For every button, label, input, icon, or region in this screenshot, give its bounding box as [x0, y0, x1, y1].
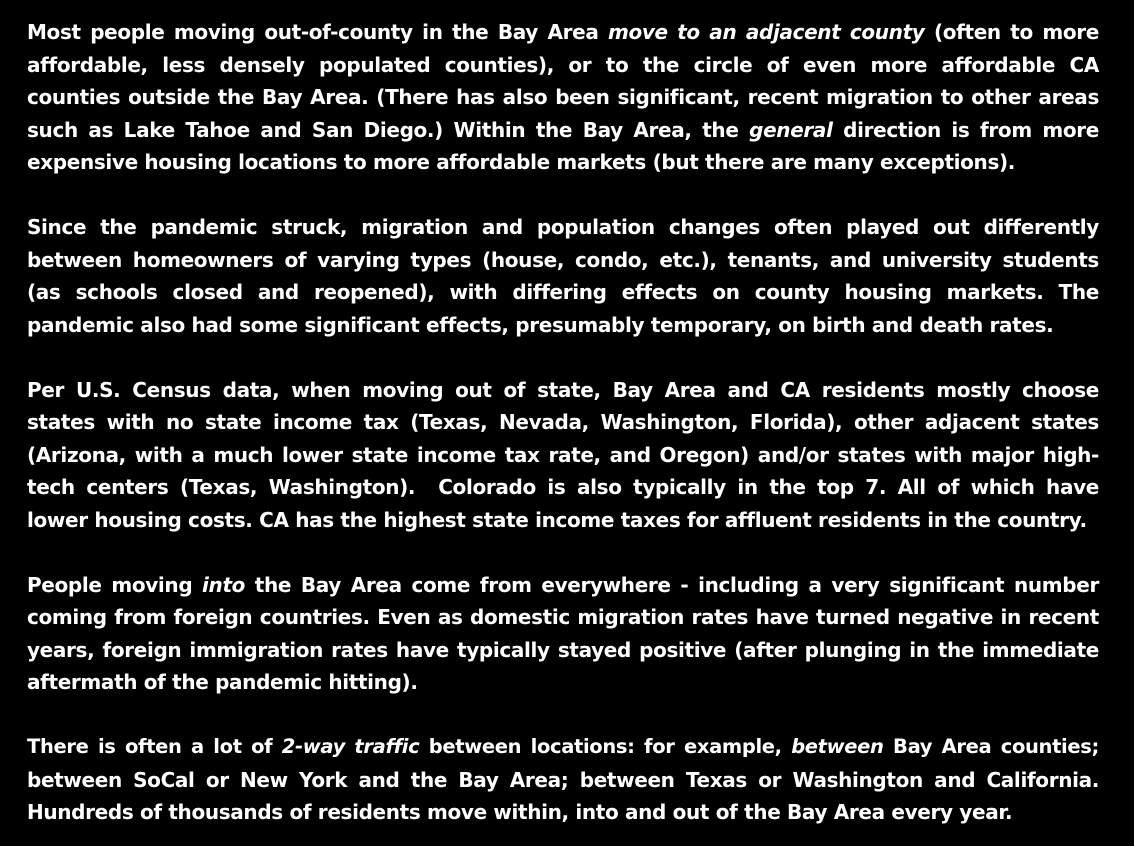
paragraph: [27, 374, 1099, 537]
text-line: [27, 601, 1099, 634]
text-line: [27, 146, 1099, 179]
text-segment: Hundreds of thousands of residents move within, into and out of the Bay Area every year.: [27, 800, 1013, 824]
text-segment: People moving: [27, 572, 203, 597]
text-segment: states with no state income tax (Texas, Nevada, Washington, Florida), other adjacent states: [27, 410, 1099, 434]
text-segment: years, foreign immigration rates have typically stayed positive (after plunging in the immediate: [27, 637, 1099, 662]
text-segment: the Bay Area come from everywhere - including a very significant number: [245, 572, 1099, 597]
text-segment: tech centers (Texas, Washington). Colorado is also typically in the top 7. All of which have: [27, 475, 1099, 499]
text-line: [27, 81, 1099, 114]
text-segment: (Arizona, with a much lower state income tax rate, and Oregon) and/or states with major high-: [27, 442, 1099, 467]
paragraph: [27, 731, 1099, 829]
text-segment: direction is from more: [832, 117, 1099, 142]
paragraph: [27, 211, 1099, 341]
text-line: [27, 796, 1099, 829]
text-segment: Bay Area counties;: [883, 735, 1099, 758]
text-line: [27, 504, 1099, 537]
text-segment: such as Lake Tahoe and San Diego.) Within the Bay Area, the: [27, 117, 750, 142]
text-line: [27, 49, 1099, 82]
text-segment: aftermath of the pandemic hitting).: [27, 670, 418, 694]
text-segment: There is often a lot of: [27, 735, 282, 758]
text-line: [27, 731, 1099, 764]
emphasized-text: into: [202, 572, 246, 597]
emphasized-text: 2-way traffic: [281, 735, 420, 758]
text-segment: affordable, less densely populated counties), or to the circle of even more affordable CA: [27, 52, 1099, 77]
emphasized-text: between: [791, 735, 884, 758]
text-segment: (often to more: [924, 20, 1099, 44]
text-body: [27, 16, 1099, 829]
text-segment: between SoCal or New York and the Bay Area; between Texas or Washington and California.: [27, 767, 1099, 792]
text-line: [27, 569, 1099, 602]
text-line: [27, 439, 1099, 472]
text-line: [27, 406, 1099, 439]
text-segment: Since the pandemic struck, migration and population changes often played out differently: [27, 215, 1099, 239]
text-line: [27, 666, 1099, 699]
text-line: [27, 764, 1099, 797]
paragraph: [27, 569, 1099, 699]
text-line: [27, 244, 1099, 277]
text-segment: (as schools closed and reopened), with differing effects on county housing markets. The: [27, 280, 1099, 304]
text-line: [27, 16, 1099, 49]
text-segment: lower housing costs. CA has the highest state income taxes for affluent residents in the country.: [27, 507, 1087, 532]
text-segment: pandemic also had some significant effects, presumably temporary, on birth and death rates.: [27, 312, 1054, 337]
text-line: [27, 114, 1099, 147]
text-line: [27, 471, 1099, 504]
text-line: [27, 211, 1099, 244]
text-segment: counties outside the Bay Area. (There has also been significant, recent migration to other areas: [27, 85, 1099, 109]
text-line: [27, 634, 1099, 667]
text-segment: Per U.S. Census data, when moving out of state, Bay Area and CA residents mostly choose: [27, 377, 1099, 402]
emphasized-text: general: [749, 117, 833, 142]
paragraph: [27, 16, 1099, 179]
text-line: [27, 374, 1099, 407]
text-segment: between locations: for example,: [419, 735, 792, 758]
text-line: [27, 276, 1099, 309]
text-segment: coming from foreign countries. Even as domestic migration rates have turned negative in recent: [27, 605, 1099, 629]
emphasized-text: move to an adjacent county: [607, 20, 925, 44]
text-segment: expensive housing locations to more affordable markets (but there are many exceptions).: [27, 150, 1016, 174]
text-segment: between homeowners of varying types (house, condo, etc.), tenants, and university students: [27, 247, 1099, 272]
text-line: [27, 309, 1099, 342]
text-segment: Most people moving out-of-county in the Bay Area: [27, 20, 608, 44]
